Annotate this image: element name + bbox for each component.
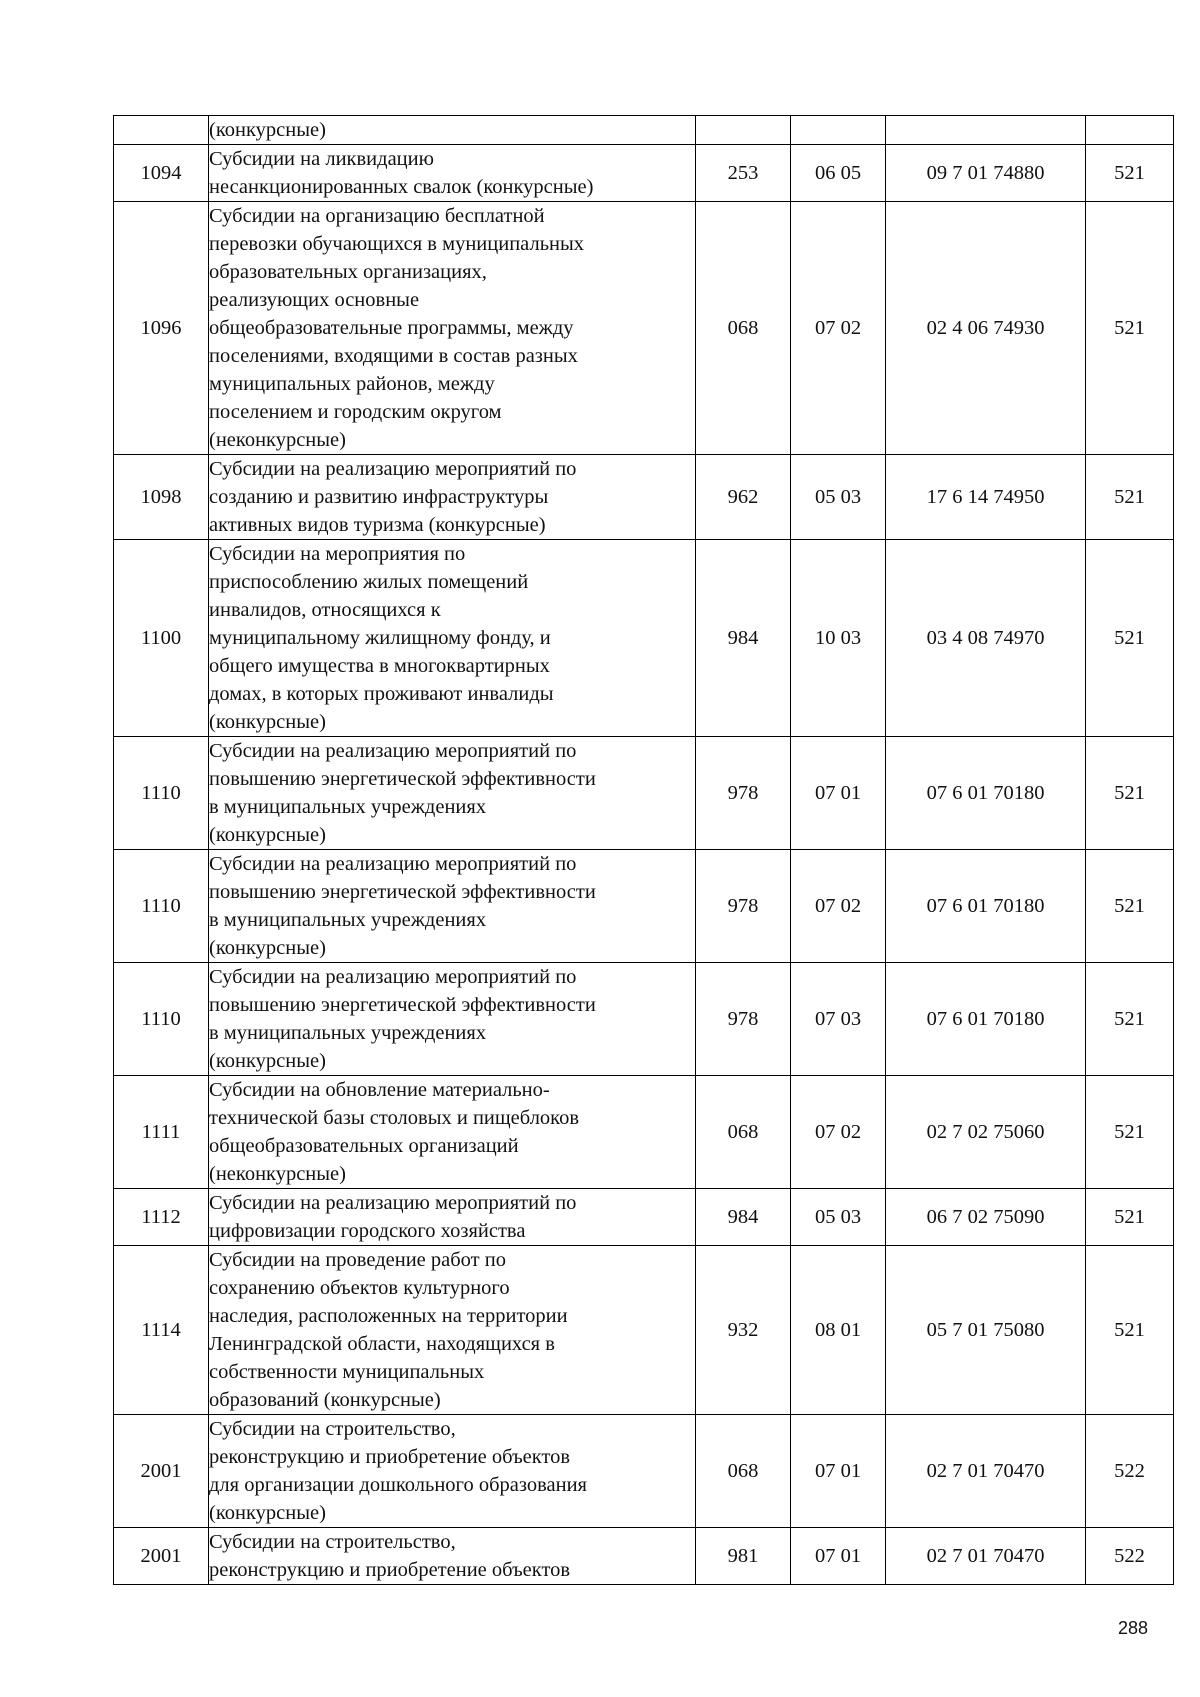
row-section: 07 03 [791,963,886,1076]
row-vr: 521 [1086,737,1174,850]
row-name: Субсидии на реализацию мероприятий по повышению энергетической эффективности в муниципальных учреждениях (конкурсные) [209,963,696,1076]
row-name: Субсидии на мероприятия по приспособлению жилых помещений инвалидов, относящихся к муниципальному жилищному фонду, и общего имущества в многоквартирных домах, в которых проживают инвалиды (конкурсные) [209,540,696,737]
row-csr: 07 6 01 70180 [886,737,1086,850]
row-section: 07 02 [791,850,886,963]
table-row [114,455,1174,540]
row-name: Субсидии на ликвидацию несанкционированных свалок (конкурсные) [209,145,696,202]
row-vr: 521 [1086,1246,1174,1415]
row-csr: 03 4 08 74970 [886,540,1086,737]
row-section: 06 05 [791,145,886,202]
row-grbs: 253 [696,145,791,202]
row-name: Субсидии на проведение работ по сохранению объектов культурного наследия, расположенных на территории Ленинградской области, находящихся в собственности муниципальных образований (конкурсные) [209,1246,696,1415]
row-code: 1112 [114,1189,209,1246]
table-row [114,1246,1174,1415]
table-row [114,1528,1174,1585]
row-vr: 521 [1086,1076,1174,1189]
subsidies-table [113,115,1174,1585]
table-row [114,1076,1174,1189]
row-csr: 17 6 14 74950 [886,455,1086,540]
row-section: 08 01 [791,1246,886,1415]
row-name: Субсидии на реализацию мероприятий по цифровизации городского хозяйства [209,1189,696,1246]
row-section: 07 01 [791,1528,886,1585]
row-vr: 521 [1086,540,1174,737]
row-name: Субсидии на реализацию мероприятий по созданию и развитию инфраструктуры активных видов туризма (конкурсные) [209,455,696,540]
row-section: 07 02 [791,1076,886,1189]
row-name: Субсидии на реализацию мероприятий по повышению энергетической эффективности в муниципальных учреждениях (конкурсные) [209,737,696,850]
row-section: 07 01 [791,1415,886,1528]
table-row [114,202,1174,455]
row-name: (конкурсные) [209,116,696,145]
row-vr: 521 [1086,850,1174,963]
row-vr: 521 [1086,145,1174,202]
row-grbs: 984 [696,1189,791,1246]
row-section: 05 03 [791,1189,886,1246]
row-csr: 05 7 01 75080 [886,1246,1086,1415]
row-grbs [696,116,791,145]
row-code: 1098 [114,455,209,540]
row-code: 2001 [114,1528,209,1585]
row-name: Субсидии на строительство, реконструкцию и приобретение объектов [209,1528,696,1585]
row-code [114,116,209,145]
row-section: 05 03 [791,455,886,540]
row-csr [886,116,1086,145]
table-row [114,145,1174,202]
row-section: 10 03 [791,540,886,737]
table-row [114,116,1174,145]
row-csr: 02 4 06 74930 [886,202,1086,455]
table-row [114,737,1174,850]
row-grbs: 978 [696,737,791,850]
table-row [114,540,1174,737]
row-csr: 09 7 01 74880 [886,145,1086,202]
row-vr [1086,116,1174,145]
row-csr: 06 7 02 75090 [886,1189,1086,1246]
row-grbs: 978 [696,850,791,963]
table-row [114,1189,1174,1246]
row-grbs: 978 [696,963,791,1076]
row-code: 1094 [114,145,209,202]
table-row [114,1415,1174,1528]
row-name: Субсидии на обновление материально- технической базы столовых и пищеблоков общеобразовательных организаций (неконкурсные) [209,1076,696,1189]
row-code: 1111 [114,1076,209,1189]
row-grbs: 932 [696,1246,791,1415]
row-csr: 07 6 01 70180 [886,850,1086,963]
row-section: 07 01 [791,737,886,850]
page-number: 288 [1118,1618,1149,1638]
table-body [114,116,1174,1585]
row-vr: 521 [1086,202,1174,455]
table-row [114,850,1174,963]
table-row [114,963,1174,1076]
row-grbs: 962 [696,455,791,540]
row-code: 1100 [114,540,209,737]
row-grbs: 981 [696,1528,791,1585]
row-grbs: 984 [696,540,791,737]
row-section [791,116,886,145]
row-vr: 522 [1086,1528,1174,1585]
row-vr: 522 [1086,1415,1174,1528]
row-code: 1114 [114,1246,209,1415]
row-code: 1096 [114,202,209,455]
row-name: Субсидии на реализацию мероприятий по повышению энергетической эффективности в муниципальных учреждениях (конкурсные) [209,850,696,963]
row-code: 2001 [114,1415,209,1528]
row-csr: 07 6 01 70180 [886,963,1086,1076]
row-code: 1110 [114,963,209,1076]
row-grbs: 068 [696,1415,791,1528]
row-name: Субсидии на организацию бесплатной перевозки обучающихся в муниципальных образовательных организациях, реализующих основные общеобразовательные программы, между поселениями, входящими в состав разных муниципальных районов, между поселением и городским округом (неконкурсные) [209,202,696,455]
row-name: Субсидии на строительство, реконструкцию и приобретение объектов для организации дошкольного образования (конкурсные) [209,1415,696,1528]
row-grbs: 068 [696,1076,791,1189]
row-vr: 521 [1086,455,1174,540]
row-csr: 02 7 01 70470 [886,1415,1086,1528]
row-grbs: 068 [696,202,791,455]
row-csr: 02 7 01 70470 [886,1528,1086,1585]
row-csr: 02 7 02 75060 [886,1076,1086,1189]
row-vr: 521 [1086,963,1174,1076]
row-section: 07 02 [791,202,886,455]
row-code: 1110 [114,737,209,850]
row-code: 1110 [114,850,209,963]
row-vr: 521 [1086,1189,1174,1246]
